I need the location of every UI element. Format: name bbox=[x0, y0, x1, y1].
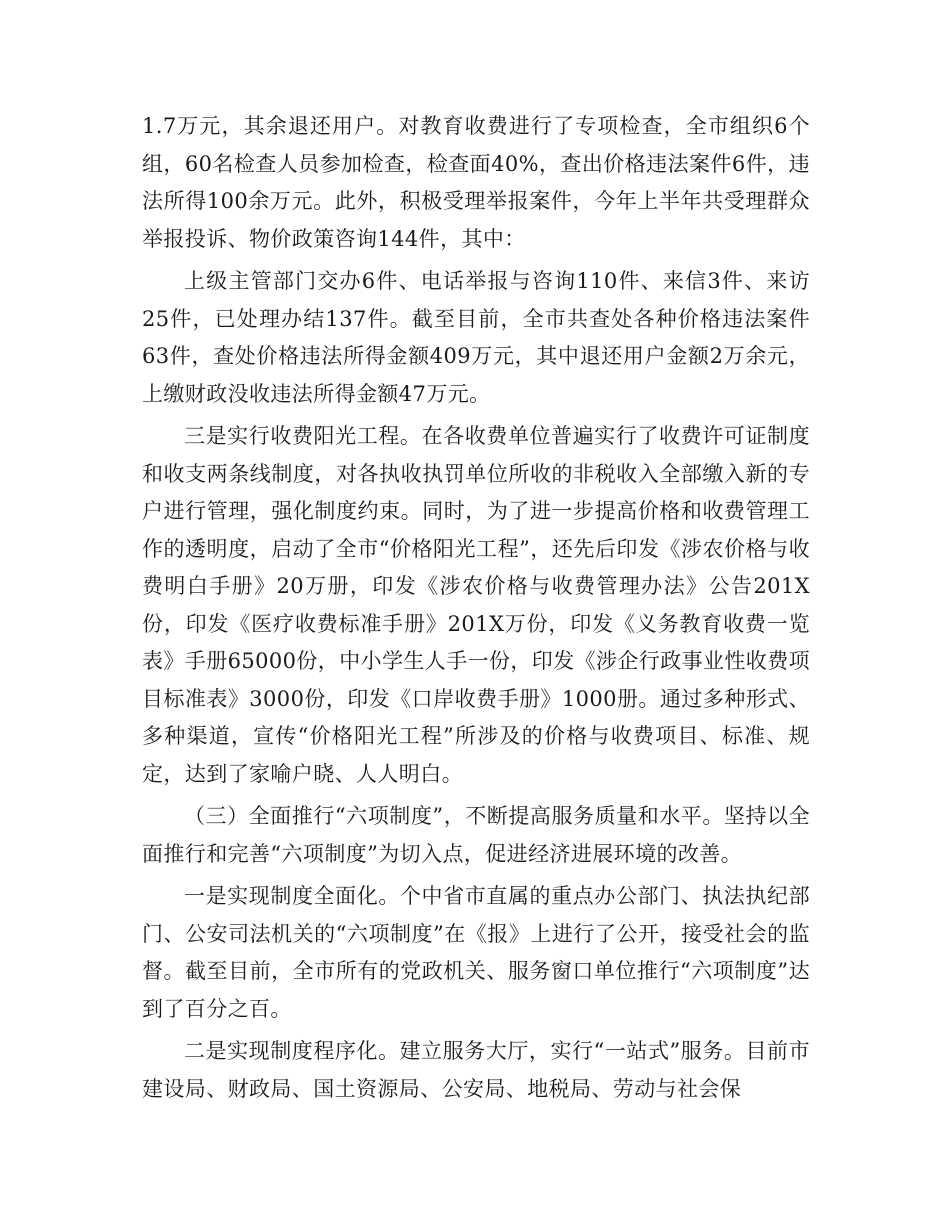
paragraph-case-statistics: 上级主管部门交办6件、电话举报与咨询110件、来信3件、来访25件，已处理办结137件。截至目前，全市共查处各种价格违法案件63件，查处价格违法所得金额409万元，其中退还用户金额2万余元，上缴财政没收违法所得金额47万元。 bbox=[142, 269, 810, 406]
paragraph-section-three-heading: （三）全面推行“六项制度”，不断提高服务质量和水平。坚持以全面推行和完善“六项制度”为切入点，促进经济进展环境的改善。 bbox=[142, 804, 810, 866]
document-body bbox=[142, 108, 810, 1113]
paragraph-continuation: 1.7万元，其余退还用户。对教育收费进行了专项检查，全市组织6个组，60名检查人员参加检查，检查面40%，查出价格违法案件6件，违法所得100余万元。此外，积极受理举报案件，今年上半年共受理群众举报投诉、物价政策咨询144件，其中： bbox=[142, 114, 810, 251]
paragraph-system-comprehensive: 一是实现制度全面化。个中省市直属的重点办公部门、执法执纪部门、公安司法机关的“六项制度”在《报》上进行了公开，接受社会的监督。截至目前，全市所有的党政机关、服务窗口单位推行“六项制度”达到了百分之百。 bbox=[142, 884, 810, 1021]
paragraph-sunshine-project: 三是实行收费阳光工程。在各收费单位普遍实行了收费许可证制度和收支两条线制度，对各执收执罚单位所收的非税收入全部缴入新的专户进行管理，强化制度约束。同时，为了进一步提高价格和收费管理工作的透明度，启动了全市“价格阳光工程”，还先后印发《涉农价格与收费明白手册》20万册，印发《涉农价格与收费管理办法》公告201X份，印发《医疗收费标准手册》201X万份，印发《义务教育收费一览表》手册65000份，中小学生人手一份，印发《涉企行政事业性收费项目标准表》3000份，印发《口岸收费手册》1000册。通过多种形式、多种渠道，宣传“价格阳光工程”所涉及的价格与收费项目、标准、规定，达到了家喻户晓、人人明白。 bbox=[142, 424, 811, 786]
paragraph-system-procedural: 二是实现制度程序化。建立服务大厅，实行“一站式”服务。目前市建设局、财政局、国土资源局、公安局、地税局、劳动与社会保 bbox=[142, 1039, 810, 1101]
